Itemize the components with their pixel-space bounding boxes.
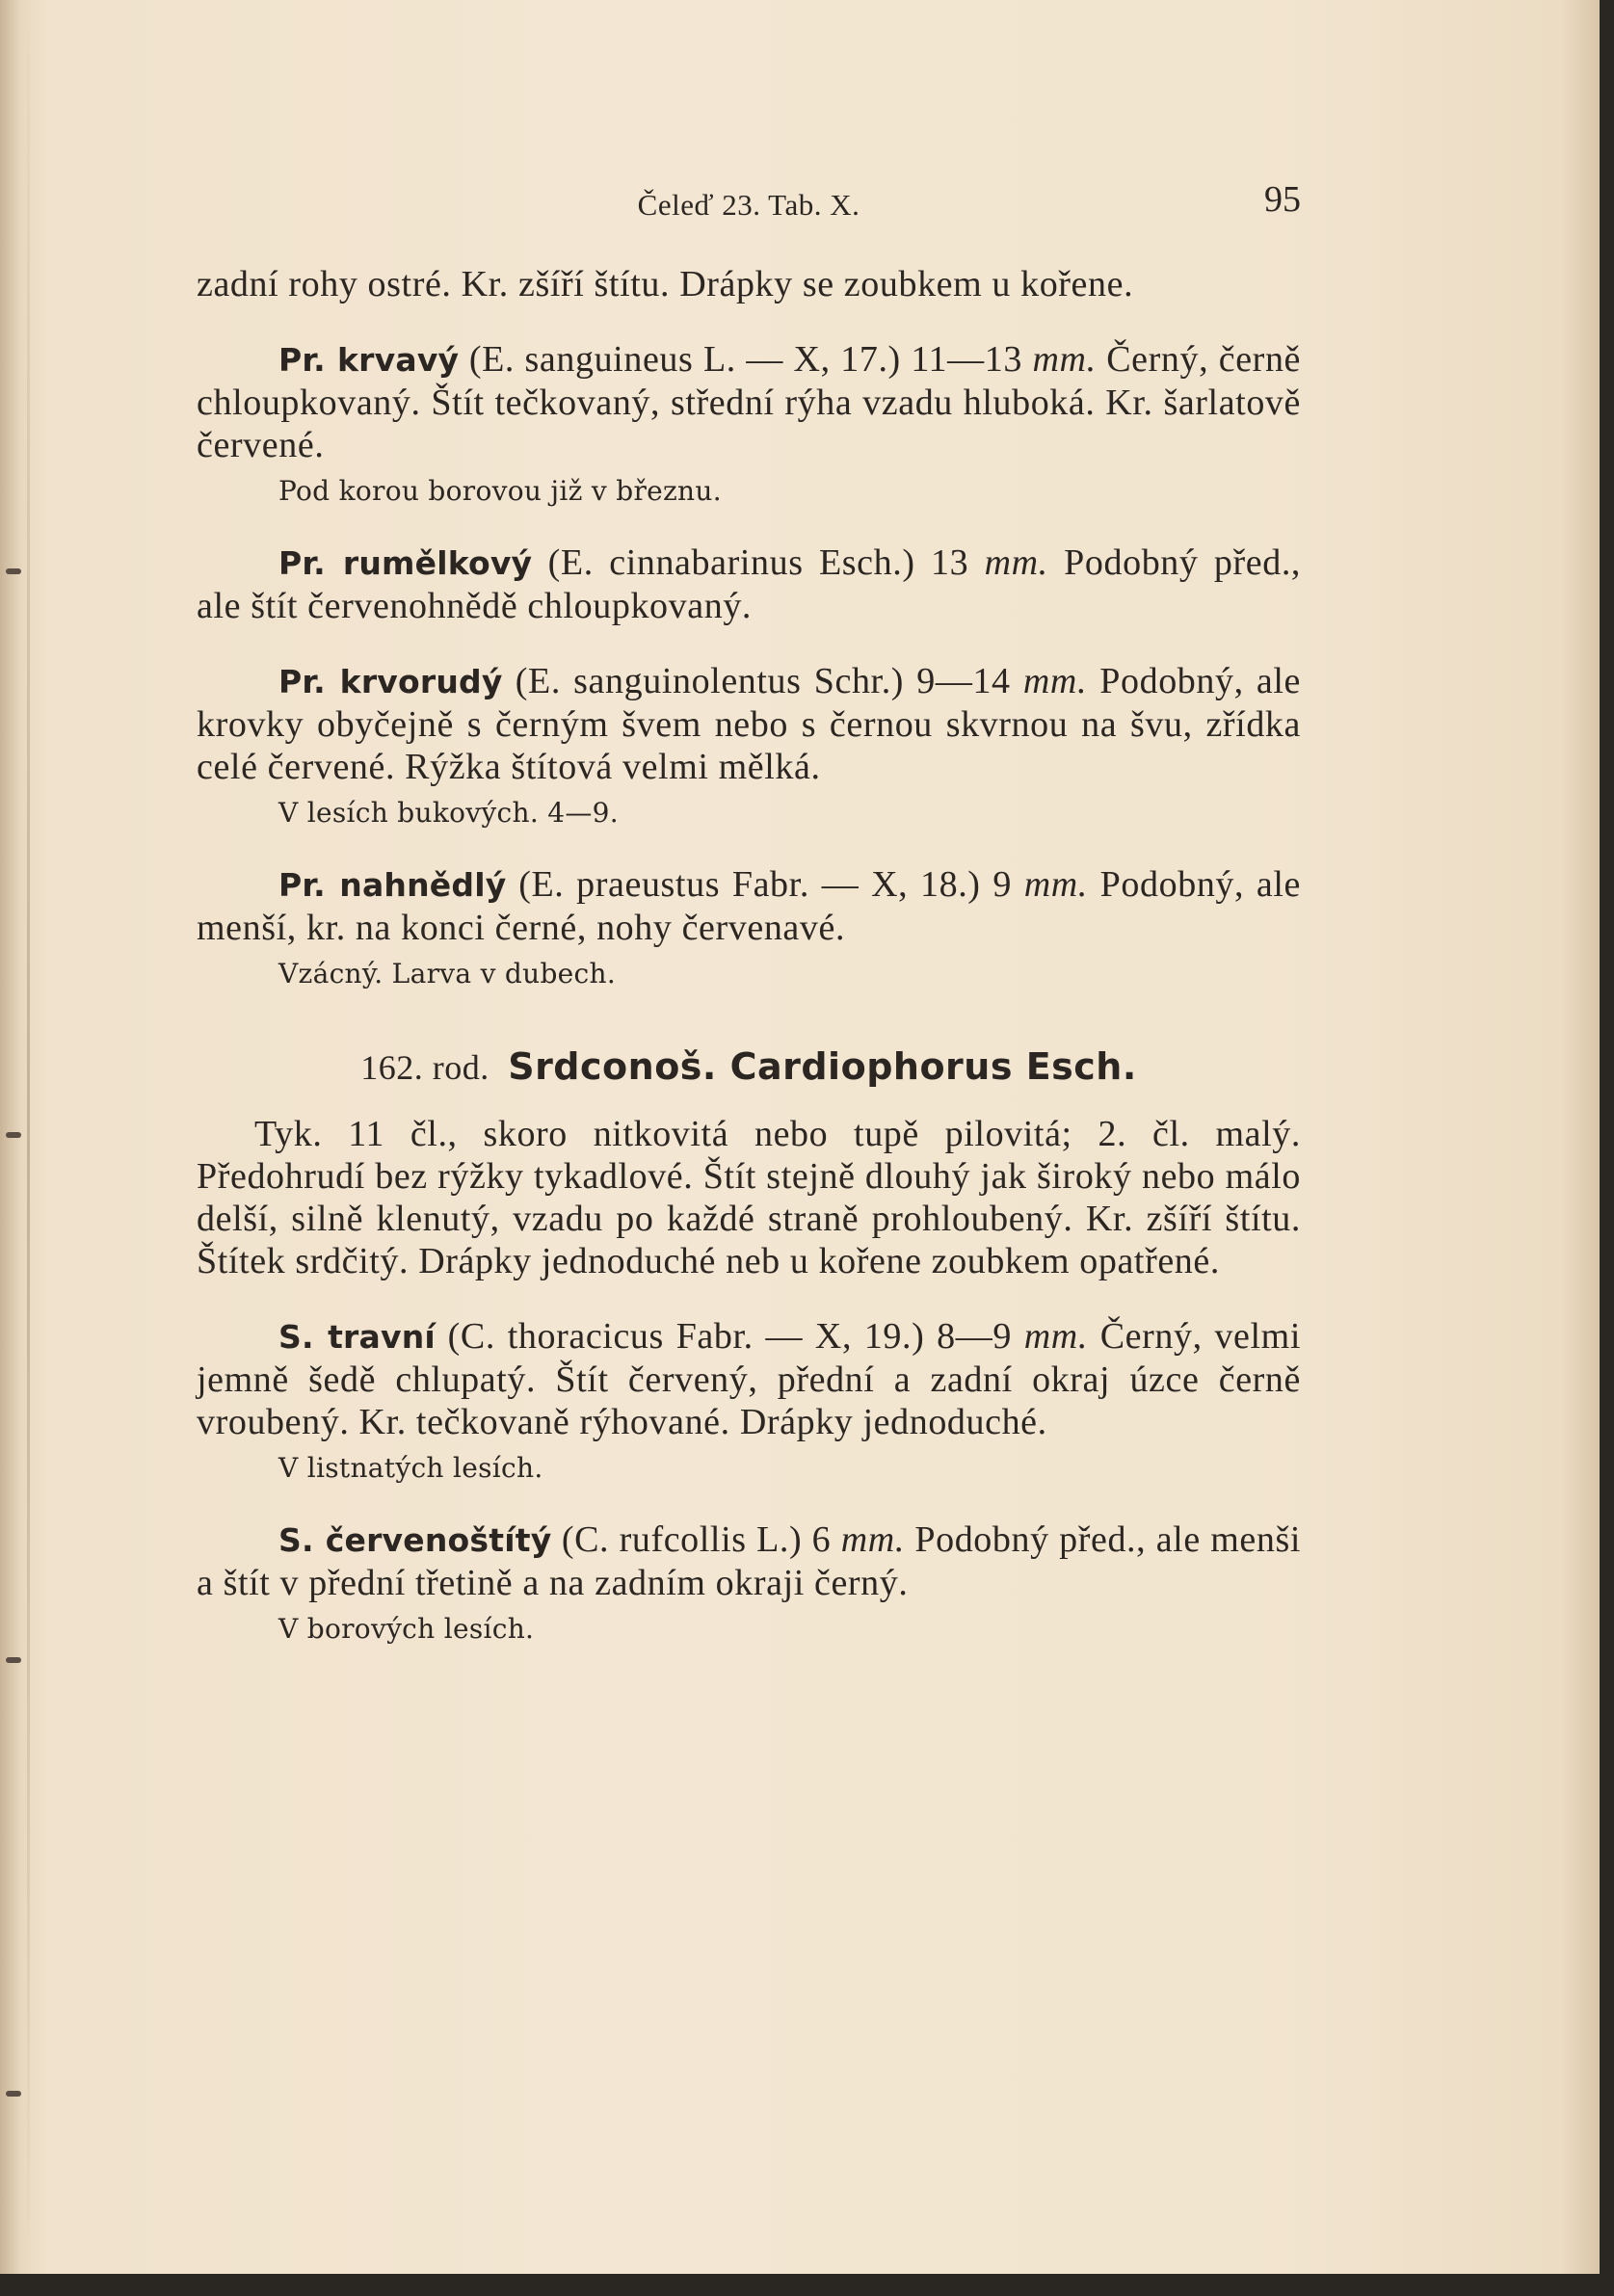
genus-heading <box>197 1045 1301 1088</box>
species-description: Podobný před., ale štít červenohnědě chloupkovaný. <box>197 542 1302 626</box>
species-description: Černý, velmi jemně šedě chlupatý. Štít červený, přední a zadní okraj úzce černě vroubený. Kr. tečkovaně rýhované. Drápky jednoduché. <box>197 1316 1301 1442</box>
species-synonym: (E. sanguinolentus Schr.) 9—14 <box>502 661 1023 701</box>
species-entry-nahnedly <box>197 863 1301 949</box>
unit: mm. <box>840 1519 905 1560</box>
unit: mm. <box>984 542 1048 583</box>
species-name: Pr. nahnědlý <box>278 866 507 904</box>
species-entry-krvorudy <box>197 660 1301 788</box>
unit: mm. <box>1023 864 1088 905</box>
intro-paragraph: zadní rohy ostré. Kr. zšíří štítu. Drápky se zoubkem u kořene. <box>197 264 1134 304</box>
page-content <box>197 178 1301 1647</box>
running-title: Čeleď 23. Tab. X. <box>637 188 860 222</box>
habitat-note: V listnatých lesích. <box>278 1452 543 1484</box>
species-name: S. travní <box>278 1318 436 1356</box>
species-synonym: (C. thoracicus Fabr. — X, 19.) 8—9 <box>435 1316 1024 1357</box>
page-header <box>197 178 1301 236</box>
margin-mark <box>6 2091 21 2097</box>
habitat-note: Vzácný. Larva v dubech. <box>278 958 617 990</box>
page-gutter-shadow <box>27 0 30 2274</box>
unit: mm. <box>1023 1316 1088 1357</box>
species-description: Podobný, ale menší, kr. na konci černé, nohy červenavé. <box>197 864 1301 948</box>
species-description: Podobný, ale krovky obyčejně s černým švem nebo s černou skvrnou na švu, zřídka celé červené. Rýžka štítová velmi mělká. <box>197 661 1301 787</box>
margin-mark <box>6 1132 21 1138</box>
unit: mm. <box>1032 339 1097 380</box>
genus-name: Srdconoš. Cardiophorus Esch. <box>508 1045 1137 1088</box>
species-entry-travni <box>197 1315 1301 1443</box>
species-synonym: (C. rufcollis L.) 6 <box>551 1519 841 1560</box>
species-synonym: (E. cinnabarinus Esch.) 13 <box>532 542 985 583</box>
genus-number: 162. rod. <box>360 1048 489 1087</box>
species-description: Černý, černě chloupkovaný. Štít tečkovaný, střední rýha vzadu hluboká. Kr. šarlatově červené. <box>197 339 1302 465</box>
species-name: Pr. krvorudý <box>278 663 503 700</box>
species-entry-krvavy <box>197 338 1301 466</box>
species-name: Pr. rumělkový <box>278 544 533 582</box>
genus-description: Tyk. 11 čl., skoro nitkovitá nebo tupě pilovitá; 2. čl. malý. Předohrudí bez rýžky tykadlové. Štít stejně dlouhý jak široký nebo málo delší, silně klenutý, vzadu po každé straně prohloubený. Kr. zšíří štítu. Štítek srdčitý. Drápky jednoduché neb u kořene zoubkem opatřené. <box>197 1114 1301 1281</box>
margin-mark <box>6 568 21 574</box>
habitat-note: V lesích bukových. 4—9. <box>278 797 619 829</box>
habitat-note: Pod korou borovou již v březnu. <box>278 475 722 507</box>
species-name: S. červenoštítý <box>278 1521 552 1559</box>
species-synonym: (E. sanguineus L. — X, 17.) 11—13 <box>459 339 1033 380</box>
page-number: 95 <box>1264 179 1301 220</box>
unit: mm. <box>1022 661 1088 701</box>
species-synonym: (E. praeustus Fabr. — X, 18.) 9 <box>506 864 1024 905</box>
margin-mark <box>6 1657 21 1663</box>
species-entry-cervenostity <box>197 1518 1301 1604</box>
species-description: Podobný před., ale menši a štít v přední třetině a na zadním okraji černý. <box>197 1519 1301 1603</box>
species-entry-rumelkovy <box>197 541 1301 627</box>
species-name: Pr. krvavý <box>278 341 460 379</box>
habitat-note: V borových lesích. <box>278 1613 535 1645</box>
